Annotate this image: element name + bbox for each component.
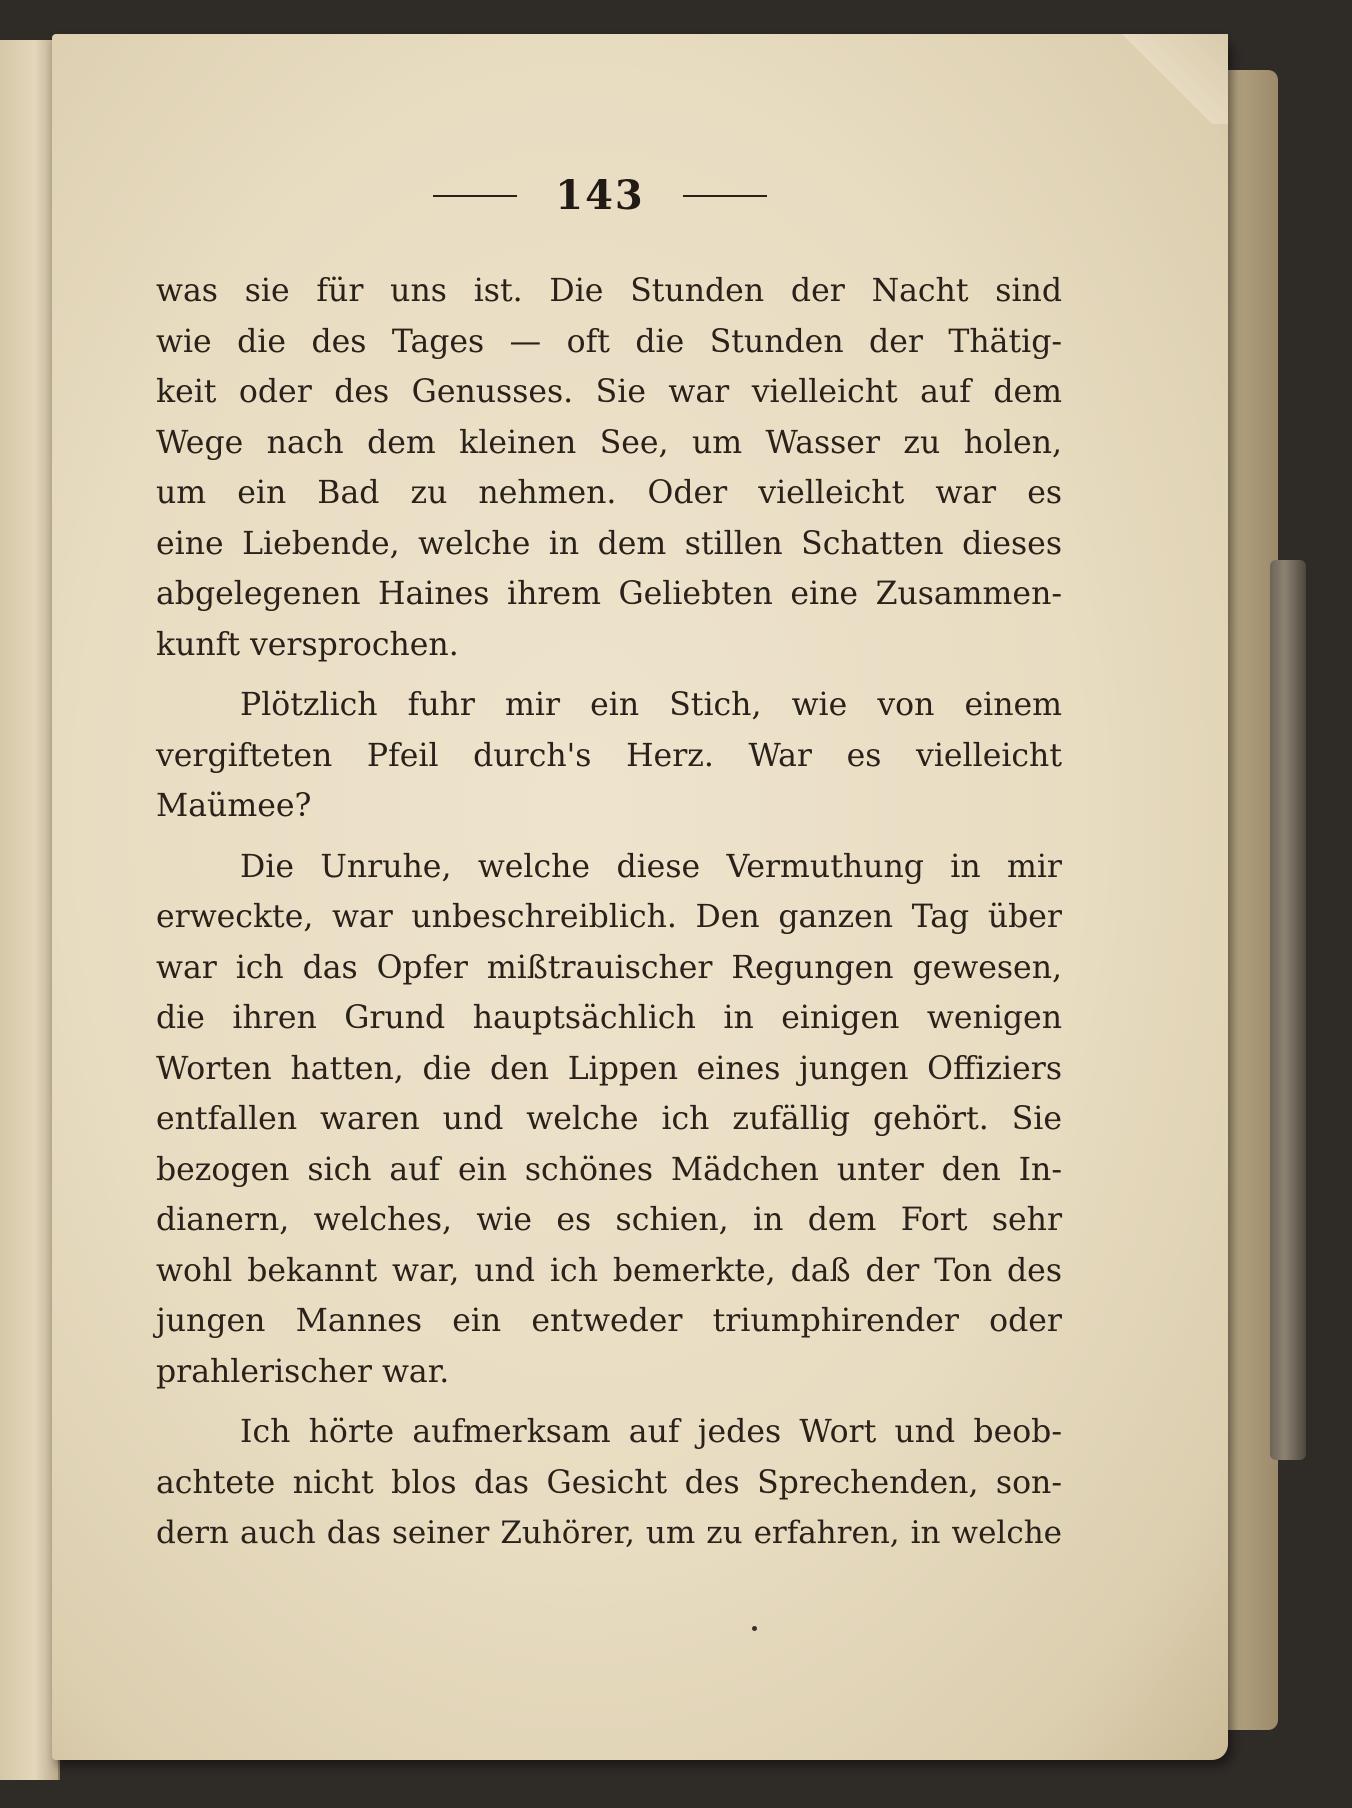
text-line: prahlerischer war. <box>156 1353 450 1390</box>
text-line: abgelegenen Haines ihrem Geliebten eine Zusammen- <box>156 576 1062 612</box>
text-line: wie die des Tages — oft die Stunden der Thätig- <box>156 323 1062 360</box>
text-line: dern auch das seiner Zuhörer, um zu erfahren, in welche <box>156 1515 1062 1551</box>
page-header <box>52 172 1148 219</box>
paragraph <box>156 266 1062 670</box>
page-number: 143 <box>555 172 645 219</box>
text-line: war ich das Opfer mißtrauischer Regungen gewesen, <box>156 949 1062 986</box>
text-line: Wege nach dem kleinen See, um Wasser zu holen, <box>156 424 1062 461</box>
text-line: vergifteten Pfeil durch's Herz. War es vielleicht <box>156 737 1062 774</box>
text-line: keit oder des Genusses. Sie war vielleicht auf dem <box>156 374 1062 410</box>
text-line: Worten hatten, die den Lippen eines jungen Offiziers <box>156 1050 1062 1087</box>
paragraph <box>156 680 1062 832</box>
text-line: bezogen sich auf ein schönes Mädchen unter den In- <box>156 1151 1062 1188</box>
text-line: um ein Bad zu nehmen. Oder vielleicht war es <box>156 475 1062 511</box>
text-line: Die Unruhe, welche diese Vermuthung in mir <box>240 848 1062 885</box>
text-line: was sie für uns ist. Die Stunden der Nacht sind <box>156 273 1062 309</box>
text-line: dianern, welches, wie es schien, in dem Fort sehr <box>156 1202 1062 1238</box>
text-line: entfallen waren und welche ich zufällig gehört. Sie <box>156 1101 1062 1137</box>
header-dash-right <box>683 195 767 197</box>
text-line: jungen Mannes ein entweder triumphirender oder <box>156 1303 1062 1339</box>
text-line: Maümee? <box>156 788 312 824</box>
text-line: die ihren Grund hauptsächlich in einigen wenigen <box>156 1000 1062 1036</box>
book-cover-edge <box>1270 560 1306 1460</box>
text-line: achtete nicht blos das Gesicht des Sprechenden, son- <box>156 1464 1062 1501</box>
corner-fold <box>1108 34 1228 124</box>
paragraph <box>156 1407 1062 1559</box>
text-line: erweckte, war unbeschreiblich. Den ganzen Tag über <box>156 899 1062 935</box>
paragraph <box>156 842 1062 1398</box>
header-dash-left <box>433 195 517 197</box>
book-page <box>52 34 1228 1760</box>
text-line: wohl bekannt war, und ich bemerkte, daß der Ton des <box>156 1252 1062 1289</box>
text-line: kunft versprochen. <box>156 626 459 663</box>
body-text <box>156 266 1062 1569</box>
text-line: Plötzlich fuhr mir ein Stich, wie von einem <box>240 687 1062 723</box>
previous-page-edge <box>0 40 60 1780</box>
ink-speck <box>752 1626 757 1631</box>
text-line: eine Liebende, welche in dem stillen Schatten dieses <box>156 525 1062 562</box>
text-line: Ich hörte aufmerksam auf jedes Wort und beob- <box>240 1414 1062 1450</box>
